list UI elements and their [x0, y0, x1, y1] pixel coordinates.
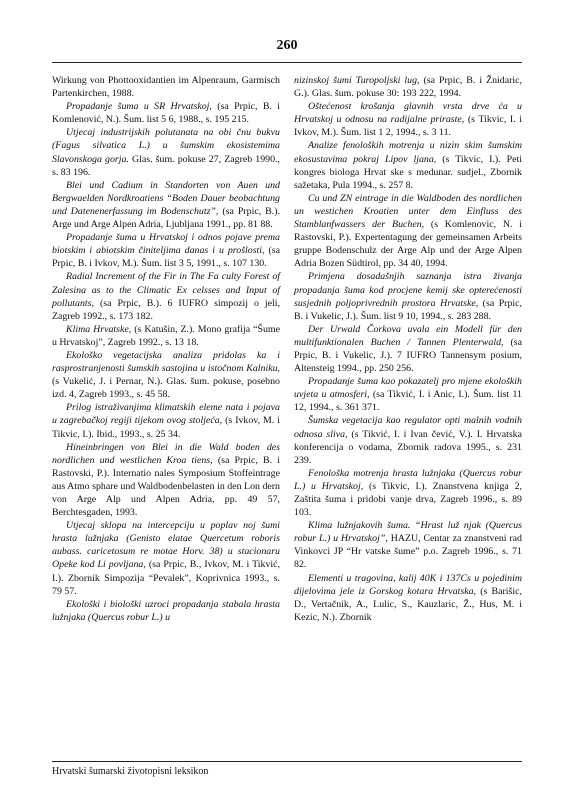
- entry-citation: (s Tikvic, I. i Ivkov, M.). Šum. list 1 2, 1994., s. 3 11.: [294, 114, 522, 139]
- bibliography-entry: [52, 441, 280, 520]
- entry-citation: HAZU, Centar za znanstveni rad Vinkovci JP “Hr vatske šume” p.o. Zagreb 1996., s. 71 82.: [294, 533, 522, 571]
- bibliography-entry: [52, 323, 280, 349]
- bibliography-entry: [52, 349, 280, 401]
- entry-title: Hineinbringen von Blei in die Wald boden des nordlichen und westlichen Kroa tiens,: [52, 441, 280, 466]
- entry-title: Oštećenost krošanja glavnih vrsta drve ća u Hrvatskoj u odnosu na radijalne priraste,: [294, 101, 522, 126]
- entry-citation: (sa Prpic, B. i Vukelic, J.). Šum. list 9 10, 1994., s. 283 288.: [294, 297, 523, 322]
- bibliography-entry: [294, 100, 522, 139]
- entry-citation: (s Vukelić, J. i Pernar, N.). Glas. šum. pokuse, posebno izd. 4, Zagreb 1993., s. 45 58.: [52, 376, 280, 401]
- entry-title: Šumska vegetacija kao regulator opti malnih vodnih odnosa sliva,: [294, 415, 522, 440]
- bibliography-entry: [52, 74, 280, 100]
- entry-title: Prilog istraživanjima klimatskih eleme nata i pojava u zagrebačkoj regiji tijekom ovog stoljeća,: [52, 402, 280, 427]
- header-rule: [52, 62, 522, 63]
- entry-title: Radial Increment of the Fir in The Fa culty Forest of Zalesina as to the Climatic Ex celsses and Input of pollutants,: [52, 271, 280, 309]
- bibliography-entry: [52, 100, 280, 126]
- entry-title: Primjena dosadašnjih saznanja istra živanja propadanja šuma kod procjene kemij ske opterećenosti susjednih poljoprivrednih prostora Hrvatske,: [294, 271, 522, 309]
- bibliography-entry: [294, 323, 522, 375]
- entry-title: Ekološki i biološki uzroci propadanja stabala hrasta lužnjaka (Quercus robur L.) u: [52, 598, 280, 623]
- bibliography-entry: [294, 74, 522, 100]
- bibliography-entry: [52, 598, 280, 624]
- bibliography-entry: [294, 414, 522, 466]
- entry-title: Fenološka motrenja hrasta lužnjaka (Quercus robur L.) u Hrvatskoj,: [294, 467, 522, 492]
- entry-citation: (s Barišic, D., Vertačnik, A., Lulic, S., Kauzlaric, Ž., Hus, M. i Kezic, N.). Zbornik: [294, 585, 522, 623]
- left-column: [52, 74, 280, 624]
- entry-title: Klima Hrvatske,: [66, 323, 132, 335]
- entry-title: Analize fenoloških motrenja u nizin skim šumskim ekosustavima pokraj Lipov ljana,: [294, 140, 522, 165]
- entry-citation: (sa Prpic, B. i Žnidaric, G.). Glas. šum. pokuse 30: 193 222, 1994.: [294, 75, 523, 100]
- entry-citation: (sa Prpic, B., Ivkov, M. i Tikvić, I.). Zbornik Simpozija “Pevalek”, Koprivnica 1993., s. 79 57.: [52, 559, 280, 597]
- bibliography-entry: [294, 139, 522, 191]
- bibliography-entry: [52, 270, 280, 322]
- entry-title: nizinskoj šumi Turopoljski lug,: [294, 75, 420, 86]
- entry-citation: (sa Prpic, B. i Komlenović, N.). Šum. list 5 6, 1988., s. 195 215.: [52, 101, 280, 126]
- entry-title: Propadanje šuma kao pokazatelj pro mjene ekoloških uvjeta u atmosferi,: [294, 376, 522, 401]
- page-number: 260: [276, 38, 298, 53]
- bibliography-entry: [52, 401, 280, 440]
- entry-title: Cu und ZN eintrage in die Waldboden des nordlichen un westichen Kroatien unter dem Einfluss des Stamblanfwassers der Buchen,: [294, 192, 522, 231]
- entry-citation: Wirkung von Phottooxidantien im Alpenraum, Garmisch Partenkirchen, 1988.: [52, 75, 280, 100]
- entry-title: Ekološko vegetacijska analiza pridolas ka i rasprostranjenosti šumskih sastojina u istočnom Kalniku,: [52, 349, 280, 375]
- entry-title: Utjecaj sklopa na intercepciju u poplav noj šumi hrasta lužnjaka (Genisto elatae Quercetum roboris aubass. caricetosum re motae Horv. 38) u stacionaru Opeke kod Li povljana,: [52, 520, 280, 571]
- bibliography-entry: [52, 126, 280, 178]
- entry-citation: (s Katušin, Z.). Mono grafija “Šume u Hrvatskoj”, Zagreb 1992., s. 13 18.: [52, 323, 280, 348]
- entry-citation: (sa Prpic, B. i Rastovski, P.). Internatio nales Symposium Stoffeintrage aus Atmo sphare und Waldbodenbelasten in den Lon dern von Arge Alp und Alpen Adria, pp. 49 57, Berchtesgaden, 1993.: [52, 454, 280, 519]
- footer-rule: [52, 761, 522, 762]
- bibliography-entry: [294, 519, 522, 571]
- bibliography-entry: [294, 467, 522, 519]
- entry-citation: (sa Prpic, B. i Ivkov, M.). Šum. list 3 5, 1991., s. 107 130.: [52, 245, 281, 270]
- entry-citation: (s Tikvic, I.). Peti kongres biologa Hrvat ske s medunar. sudjel., Zbornik sažetaka, Pula 1994., s. 257 8.: [294, 153, 523, 191]
- entry-citation: (s Tikvic, I.). Znanstvena knjiga 2, Zaštita šuma i pridobi vanje drva, Zagreb 1996., s. 89 103.: [294, 480, 522, 519]
- entry-title: Utjecaj industrijskih polutanata na obi čnu bukvu (Fagus silvatica L.) u šumskim ekosistemima Slavonskoga gorja.: [52, 127, 280, 165]
- bibliography-entry: [52, 519, 280, 598]
- bibliography-entry: [294, 192, 522, 271]
- bibliography-entry: [294, 270, 522, 322]
- bibliography-entry: [52, 179, 280, 231]
- entry-citation: (sa Prpic, B. i Vukelic, J.). 7 IUFRO Tannensym posium, Altensteig 1994., pp. 250 256.: [294, 336, 522, 375]
- entry-title: Propadanje šuma u Hrvatskoj i odnos pojave prema biotskim i abiotskim činiteljima danas i u prošlosti,: [52, 232, 280, 257]
- entry-citation: Glas. šum. pokuse 27, Zagreb 1990., s. 83 196.: [52, 153, 280, 178]
- entry-citation: (sa Prpic, B.). 6 IUFRO simpozij o jeli, Zagreb 1992., s. 173 182.: [52, 297, 280, 322]
- entry-citation: (sa Prpic, B.). Arge und Arge Alpen Adria, Ljubljana 1991., pp. 81 88.: [52, 205, 280, 231]
- entry-citation: (s Komlenovic, N. i Rastovski, P.). Expertentagung der gemeinsamen Arbeits gruppe Bodenschulz der Arge Alp und der Arge Alpen Adria Bozen Südtirol, pp. 34 40, 1994.: [294, 219, 522, 270]
- entry-title: Blei und Cadium in Standorten von Auen und Bergwaelden Nordkroatiens “Boden Dauer beobachtung und Datenenerfassung im Bodenschutz”,: [52, 179, 280, 217]
- entry-title: Propadanje šuma u SR Hrvatskoj,: [66, 101, 212, 113]
- entry-title: Klima lužnjakovih šuma. “Hrast luž njak (Quercus robur L.) u Hrvatskoj”,: [294, 520, 522, 545]
- entry-citation: (s Ivkov, M. i Tikvic, I.). Ibid., 1993., s. 25 34.: [52, 415, 280, 440]
- entry-title: Elementi u tragovina, kalij 40K i 137Cs u pojedinim dijelovima jele iz Gorskog kotara Hrvatska,: [294, 572, 522, 597]
- right-column: [294, 74, 522, 624]
- entry-citation: (sa Tikvić, I. i Anic, I.). Šum. list 11 12, 1994., s. 361 371.: [294, 389, 522, 414]
- bibliography-entry: [294, 572, 522, 624]
- entry-citation: (s Tikvić, I. i Ivan čević, V.). I. Hrvatska konferencija o vodama, Zbornik radova 1995., s. 231 239.: [294, 428, 522, 466]
- footer-text: Hrvatski šumarski životopisni leksikon: [52, 766, 209, 777]
- bibliography-entry: [294, 375, 522, 414]
- bibliography-entry: [52, 231, 280, 270]
- entry-title: Der Urwald Čorkova uvala ein Modell für den multifunktionalen Buchen / Tannen Plenterwald,: [294, 323, 522, 348]
